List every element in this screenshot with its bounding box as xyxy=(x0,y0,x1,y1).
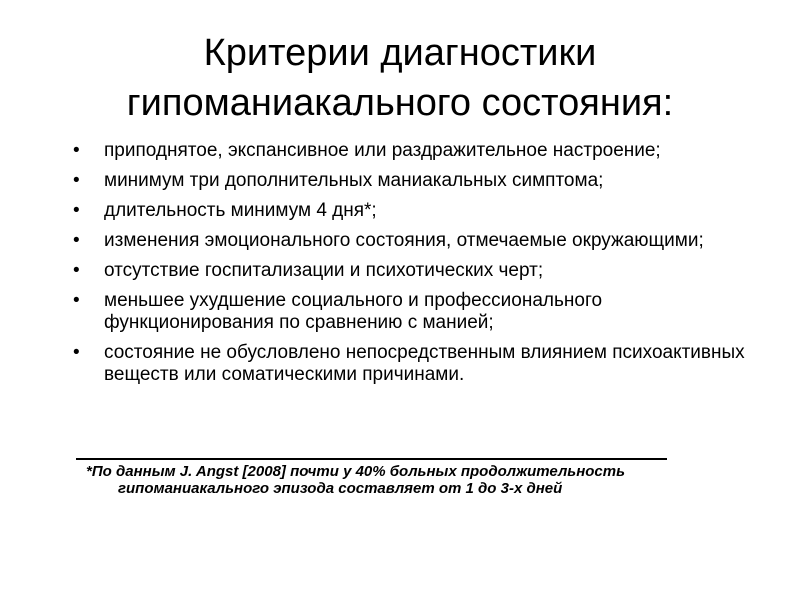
title-line-1: Критерии диагностики xyxy=(203,32,597,74)
bullet-icon: • xyxy=(73,200,80,221)
list-item-text: изменения эмоционального состояния, отмечаемые окружающими; xyxy=(104,230,704,251)
list-item-text: минимум три дополнительных маниакальных симптома; xyxy=(104,170,604,191)
list-item xyxy=(70,290,760,334)
footnote-divider xyxy=(76,458,667,460)
title-line-2: гипоманиакального состояния: xyxy=(126,82,674,124)
list-item xyxy=(70,260,760,282)
list-item xyxy=(70,342,760,386)
slide-title xyxy=(40,28,760,128)
list-item-text: приподнятое, экспансивное или раздражительное настроение; xyxy=(104,140,661,161)
list-item-text: отсутствие госпитализации и психотических черт; xyxy=(104,260,544,281)
bullet-icon: • xyxy=(73,170,80,191)
bullet-icon: • xyxy=(73,290,80,311)
footnote-line-2: гипоманиакального эпизода составляет от 1 до 3-х дней xyxy=(118,480,563,497)
criteria-list xyxy=(70,140,760,394)
bullet-icon: • xyxy=(73,140,80,161)
footnote-line-1: *По данным J. Angst [2008] почти у 40% больных продолжительность xyxy=(86,463,626,480)
list-item xyxy=(70,200,760,222)
list-item-text: меньшее ухудшение социального и профессионального функционирования по сравнению с манией; xyxy=(104,290,603,333)
list-item-text: состояние не обусловлено непосредственным влиянием психоактивных веществ или соматическими причинами. xyxy=(104,342,745,385)
list-item xyxy=(70,170,760,192)
bullet-icon: • xyxy=(73,342,80,363)
list-item-text: длительность минимум 4 дня*; xyxy=(104,200,377,221)
bullet-icon: • xyxy=(73,260,80,281)
footnote xyxy=(86,463,766,497)
list-item xyxy=(70,230,760,252)
bullet-icon: • xyxy=(73,230,80,251)
list-item xyxy=(70,140,760,162)
